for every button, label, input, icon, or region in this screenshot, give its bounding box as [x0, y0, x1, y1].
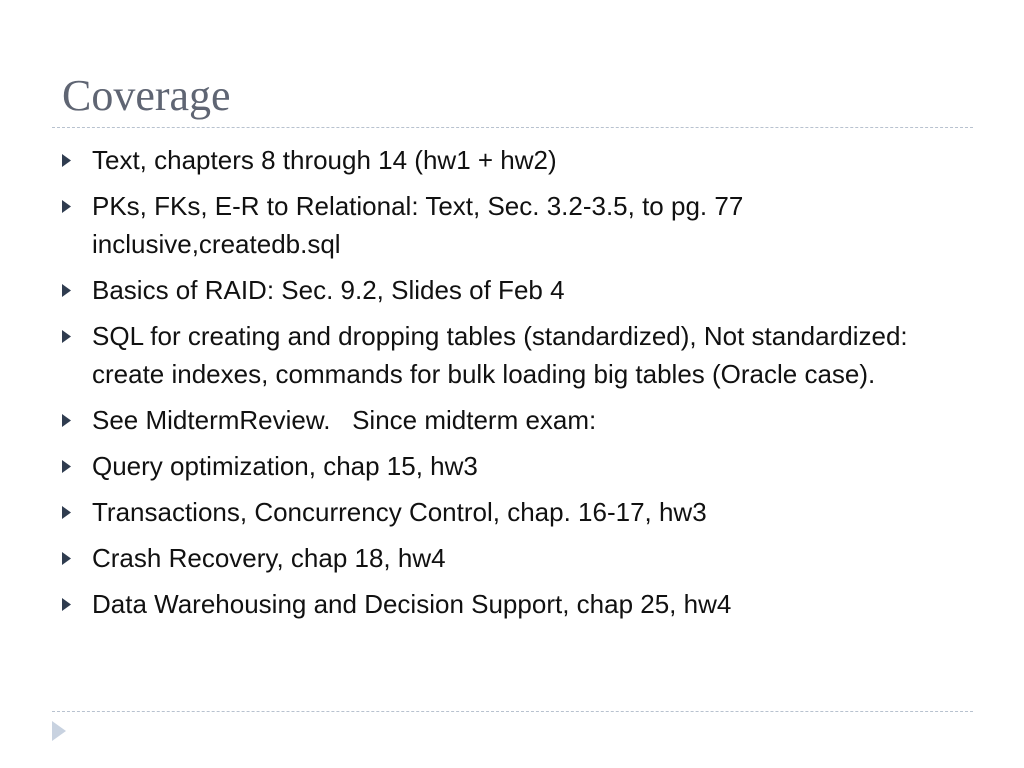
bullet-text: See MidtermReview. Since midterm exam:: [92, 405, 597, 435]
bullet-triangle-icon: [62, 447, 92, 485]
list-item: [62, 271, 942, 309]
bullet-text: SQL for creating and dropping tables (standardized), Not standardized: create indexes, commands for bulk loading big tables (Oracle case).: [92, 321, 915, 389]
bullet-text: Data Warehousing and Decision Support, chap 25, hw4: [92, 589, 732, 619]
bullet-triangle-icon: [62, 141, 92, 179]
list-item: [62, 447, 942, 485]
list-item: [62, 317, 942, 393]
bullet-list: [62, 141, 942, 631]
title-divider: [52, 127, 973, 128]
bullet-text: Text, chapters 8 through 14 (hw1 + hw2): [92, 145, 557, 175]
list-item: [62, 401, 942, 439]
list-item: [62, 141, 942, 179]
slide-title: Coverage: [62, 71, 231, 120]
bullet-triangle-icon: [62, 187, 92, 225]
bullet-text: Basics of RAID: Sec. 9.2, Slides of Feb 4: [92, 275, 565, 305]
list-item: [62, 585, 942, 623]
bullet-triangle-icon: [62, 585, 92, 623]
list-item: [62, 493, 942, 531]
bullet-triangle-icon: [62, 271, 92, 309]
list-item: [62, 539, 942, 577]
bullet-text: PKs, FKs, E-R to Relational: Text, Sec. 3.2-3.5, to pg. 77 inclusive,createdb.sql: [92, 191, 751, 259]
bullet-triangle-icon: [62, 317, 92, 355]
bullet-triangle-icon: [62, 401, 92, 439]
bullet-text: Transactions, Concurrency Control, chap. 16-17, hw3: [92, 497, 707, 527]
footer-divider: [52, 711, 973, 712]
play-triangle-icon[interactable]: [52, 721, 66, 741]
list-item: [62, 187, 942, 263]
bullet-text: Query optimization, chap 15, hw3: [92, 451, 478, 481]
bullet-triangle-icon: [62, 493, 92, 531]
bullet-triangle-icon: [62, 539, 92, 577]
bullet-text: Crash Recovery, chap 18, hw4: [92, 543, 446, 573]
